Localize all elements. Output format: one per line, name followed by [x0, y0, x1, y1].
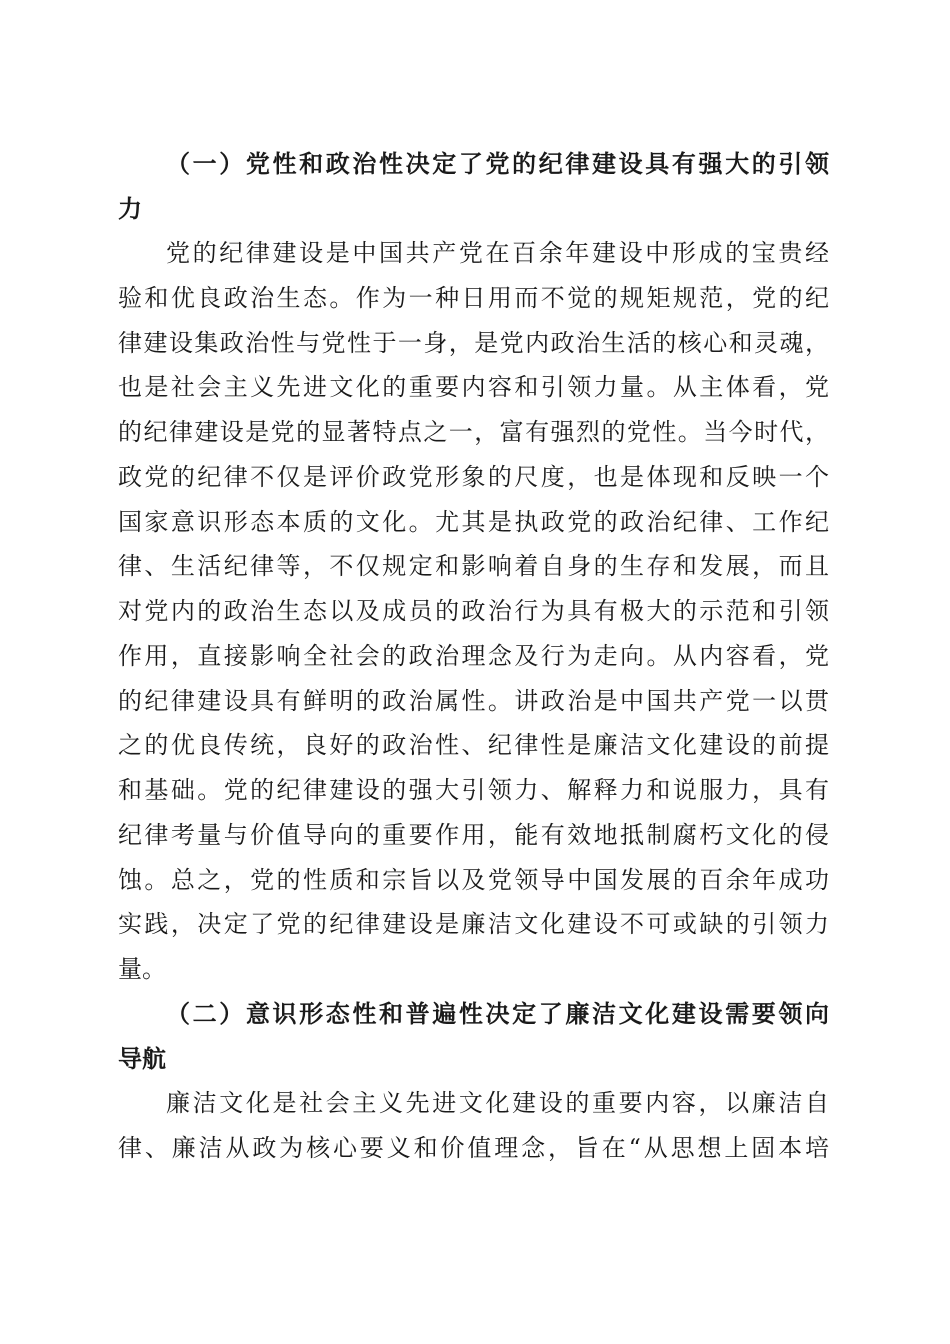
section-1-paragraph-line: 作用，直接影响全社会的政治理念及行为走向。从内容看，党 [118, 642, 829, 670]
section-1-paragraph-line: 的纪律建设具有鲜明的政治属性。讲政治是中国共产党一以贯 [118, 687, 829, 715]
section-1-paragraph-line: 政党的纪律不仅是评价政党形象的尺度，也是体现和反映一个 [118, 463, 829, 491]
section-1-paragraph-line: 之的优良传统，良好的政治性、纪律性是廉洁文化建设的前提 [118, 731, 829, 759]
section-2-heading-line-1: （二）意识形态性和普遍性决定了廉洁文化建设需要领向 [166, 999, 829, 1028]
section-1-paragraph-line: 也是社会主义先进文化的重要内容和引领力量。从主体看，党 [118, 373, 829, 401]
section-1-paragraph-line: 和基础。党的纪律建设的强大引领力、解释力和说服力，具有 [118, 776, 829, 804]
section-1-paragraph-line: 量。 [118, 955, 166, 983]
section-1-paragraph-line: 验和优良政治生态。作为一种日用而不觉的规矩规范，党的纪 [118, 284, 829, 312]
section-2-paragraph-line: 廉洁文化是社会主义先进文化建设的重要内容，以廉洁自 [166, 1089, 829, 1117]
section-1-paragraph-line: 蚀。总之，党的性质和宗旨以及党领导中国发展的百余年成功 [118, 866, 829, 894]
section-1-paragraph-line: 实践，决定了党的纪律建设是廉洁文化建设不可或缺的引领力 [118, 910, 829, 938]
section-1-paragraph-line: 的纪律建设是党的显著特点之一，富有强烈的党性。当今时代， [118, 418, 829, 446]
section-1-heading-line-2: 力 [118, 194, 142, 223]
section-1-paragraph-line: 律、生活纪律等，不仅规定和影响着自身的生存和发展，而且 [118, 552, 829, 580]
section-2-heading-line-2: 导航 [118, 1044, 166, 1073]
section-1-paragraph-line: 国家意识形态本质的文化。尤其是执政党的政治纪律、工作纪 [118, 508, 829, 536]
section-1-paragraph-line: 律建设集政治性与党性于一身，是党内政治生活的核心和灵魂， [118, 329, 829, 357]
section-1-paragraph-line: 对党内的政治生态以及成员的政治行为具有极大的示范和引领 [118, 597, 829, 625]
section-1-paragraph-line: 党的纪律建设是中国共产党在百余年建设中形成的宝贵经 [166, 239, 829, 267]
section-1-heading-line-1: （一）党性和政治性决定了党的纪律建设具有强大的引领 [166, 149, 829, 178]
section-2-paragraph-line: 律、廉洁从政为核心要义和价值理念，旨在“从思想上固本培 [118, 1134, 829, 1162]
section-1-paragraph-line: 纪律考量与价值导向的重要作用，能有效地抵制腐朽文化的侵 [118, 821, 829, 849]
